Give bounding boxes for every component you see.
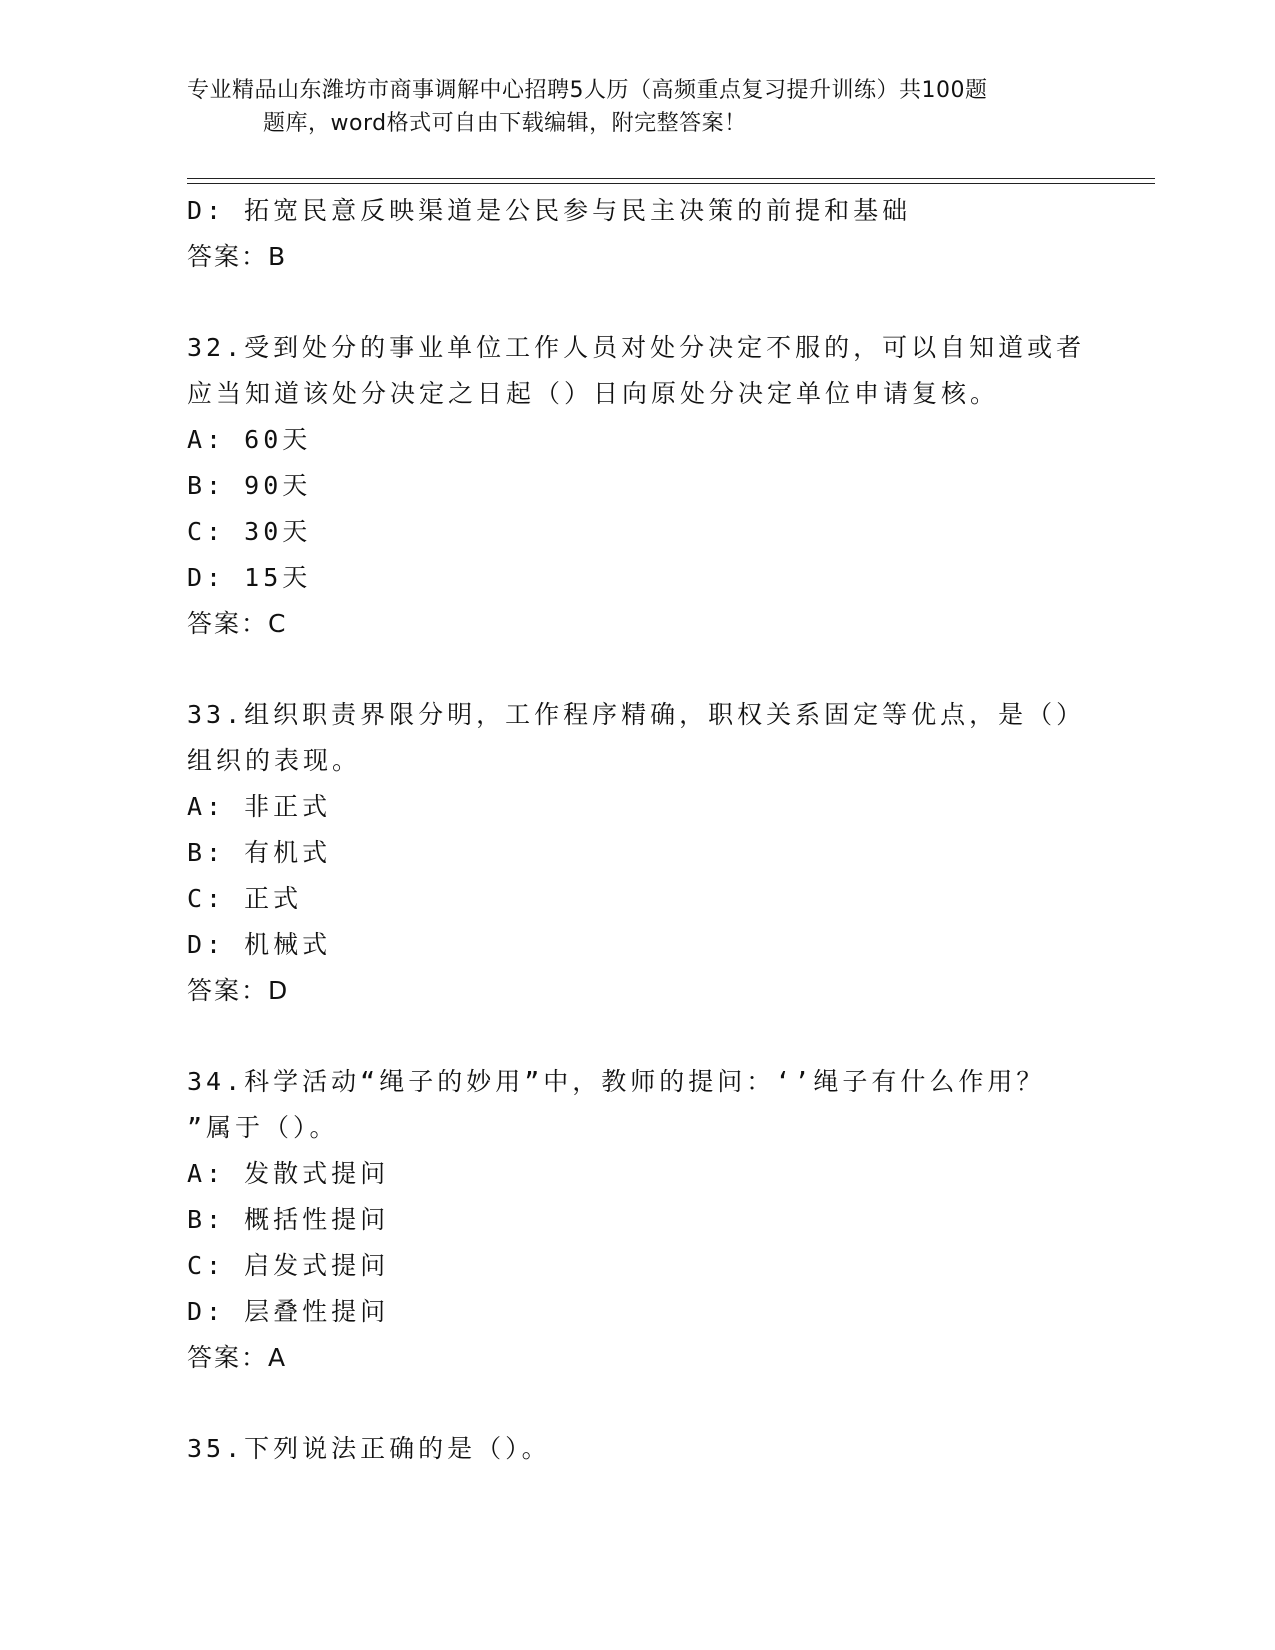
question-text: 组织的表现。 [187,746,362,775]
block-spacer [187,1014,1107,1059]
option-line: A: 发散式提问 [187,1159,390,1188]
block-spacer [187,647,1107,692]
header-divider-bottom [187,183,1155,184]
header-divider-top [187,178,1155,179]
question-text: ”属于（）。 [187,1113,339,1142]
answer-line: 答案：A [187,1343,288,1372]
option-line: D: 拓宽民意反映渠道是公民参与民主决策的前提和基础 [187,196,912,225]
option-line: C: 启发式提问 [187,1251,390,1280]
option-line: D: 机械式 [187,930,332,959]
option-line: A: 60天 [187,425,312,454]
option-line: B: 90天 [187,471,312,500]
answer-line: 答案：B [187,242,288,271]
header-title-line2: 题库，word格式可自由下载编辑，附完整答案！ [263,111,747,136]
answer-line: 答案：D [187,976,290,1005]
header-title-line1: 专业精品山东潍坊市商事调解中心招聘5人历（高频重点复习提升训练）共100题 [187,78,988,103]
option-line: C: 30天 [187,517,312,546]
block-spacer [187,1381,1107,1426]
option-line: B: 概括性提问 [187,1205,390,1234]
answer-line: 答案：C [187,609,288,638]
document-header [187,74,1087,140]
question-text: 35.下列说法正确的是（）。 [187,1434,551,1463]
question-list [187,188,1107,1472]
option-line: B: 有机式 [187,838,332,867]
option-line: D: 15天 [187,563,312,592]
option-line: D: 层叠性提问 [187,1297,390,1326]
question-text: 应当知道该处分决定之日起（）日向原处分决定单位申请复核。 [187,379,1000,408]
block-spacer [187,280,1107,325]
question-text: 33.组织职责界限分明，工作程序精确，职权关系固定等优点，是（） [187,700,1086,729]
question-text: 32.受到处分的事业单位工作人员对处分决定不服的，可以自知道或者 [187,333,1086,362]
question-text: 34.科学活动“绳子的妙用”中，教师的提问：‘’绳子有什么作用？ [187,1067,1046,1096]
option-line: C: 正式 [187,884,303,913]
option-line: A: 非正式 [187,792,332,821]
